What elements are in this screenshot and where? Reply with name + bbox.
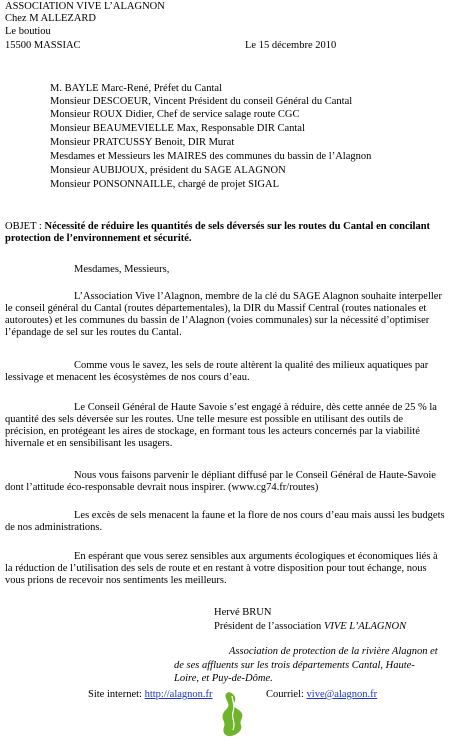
sender-postcode-city: 15500 MASSIAC	[5, 40, 81, 51]
sender-care-of: Chez M ALLEZARD	[5, 13, 96, 24]
association-note-line: de ses affluents sur les trois départements Cantal, Haute-	[174, 660, 415, 671]
body-paragraph: L’Association Vive l’Alagnon, membre de la clé du SAGE Alagnon souhaite interpeller le conseil général du Cantal (routes départementales), la DIR du Massif Central (routes nationales et autoroutes) et les communes du bassin de l’Alagnon (voies communales) sur la nécessité d’optimiser l’épandage de sel sur les routes du Cantal.	[5, 291, 442, 338]
body-paragraph: Les excès de sels menacent la faune et la flore de nos cours d’eau mais aussi les budgets de nos administrations.	[5, 510, 445, 533]
recipient-line: Monsieur ROUX Didier, Chef de service salage route CGC	[50, 109, 300, 120]
website-label: Site internet:	[88, 689, 145, 700]
body-paragraph: Comme vous le savez, les sels de route altèrent la qualité des milieux aquatiques par lessivage et menacent les écosystèmes de nos cours d’eau.	[5, 360, 429, 383]
body-paragraph: Nous vous faisons parvenir le dépliant diffusé par le Conseil Général de Haute-Savoie dont l’attitude éco-responsable devrait nous inspirer. (www.cg74.fr/routes)	[5, 470, 436, 493]
sender-address: Le boutiou	[5, 26, 51, 37]
sender-name: ASSOCIATION VIVE L’ALAGNON	[5, 1, 165, 12]
object-label: OBJET :	[5, 221, 42, 232]
recipient-line: Mesdames et Messieurs les MAIRES des communes du bassin de l’Alagnon	[50, 151, 372, 162]
association-logo	[219, 690, 249, 738]
object-text: Nécessité de réduire les quantités de sels déversés sur les routes du Cantal en concilant protection de l’environnement et sécurité.	[5, 221, 431, 244]
recipient-line: Monsieur BEAUMEVIELLE Max, Responsable DIR Cantal	[50, 123, 305, 134]
website-link[interactable]: http://alagnon.fr	[144, 689, 213, 700]
signature-title	[214, 621, 406, 633]
body-paragraph: Le Conseil Général de Haute Savoie s’est engagé à réduire, dès cette année de 25 % la quantité des sels déversée sur les routes. Une telle mesure est possible en utilisant des outils de précision, en protégeant les aires de stockage, en formant tous les acteurs concernés par la viabilité hivernale et en sensibilisant les usagers.	[5, 402, 437, 449]
signature-title-prefix: Président de l’association	[214, 621, 324, 632]
email-label: Courriel:	[266, 689, 307, 700]
signature-name: Hervé BRUN	[214, 607, 272, 618]
signature-org: VIVE L’ALAGNON	[323, 621, 407, 632]
recipient-line: Monsieur PRATCUSSY Benoit, DIR Murat	[50, 137, 235, 148]
recipient-line: M. BAYLE Marc-René, Préfet du Cantal	[50, 83, 222, 94]
recipient-line: Monsieur AUBIJOUX, président du SAGE ALAGNON	[50, 165, 286, 176]
body-paragraph: En espérant que vous serez sensibles aux arguments écologiques et économiques liés à la réduction de l’utilisation des sels de route et en restant à votre disposition pour tout échange, nous vous prions de recevoir nos sentiments les meilleurs.	[5, 551, 438, 586]
association-note-line: Association de protection de la rivière Alagnon et	[229, 646, 438, 657]
email-link[interactable]: vive@alagnon.fr	[306, 689, 378, 700]
association-note-line: Loire, et Puy-de-Dôme.	[174, 673, 273, 684]
email-line	[266, 689, 377, 701]
letter-date: Le 15 décembre 2010	[245, 40, 337, 51]
letter-object	[5, 221, 445, 245]
website-line	[88, 689, 213, 701]
salutation: Mesdames, Messieurs,	[74, 264, 170, 275]
recipient-line: Monsieur PONSONNAILLE, chargé de projet SIGAL	[50, 179, 280, 190]
recipient-line: Monsieur DESCOEUR, Vincent Président du conseil Général du Cantal	[50, 96, 353, 107]
